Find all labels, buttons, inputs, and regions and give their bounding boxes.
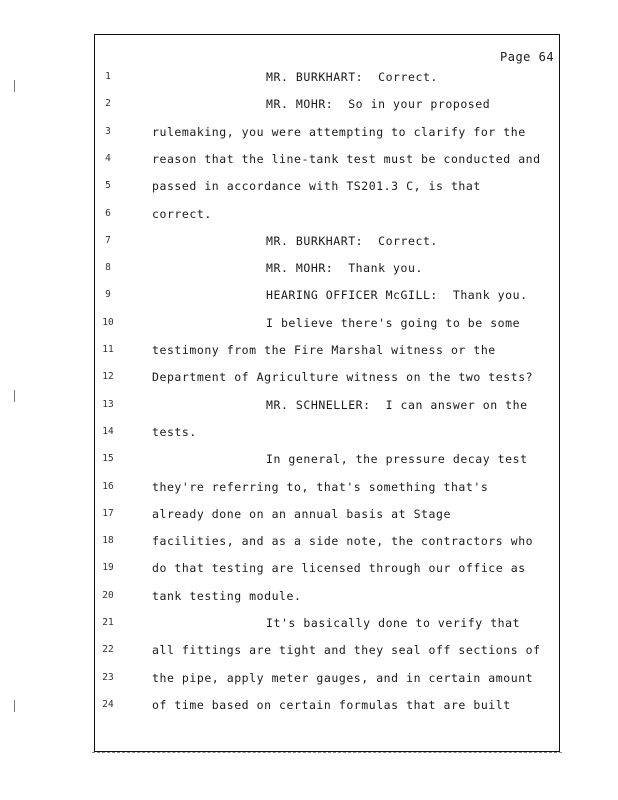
line-number: 12 <box>102 371 114 383</box>
line-number: 2 <box>105 98 111 110</box>
line-number: 9 <box>105 289 111 301</box>
line-text: MR. SCHNELLER: I can answer on the <box>266 397 528 412</box>
line-text: facilities, and as a side note, the contractors who <box>152 534 534 549</box>
line-text: the pipe, apply meter gauges, and in certain amount <box>152 670 534 685</box>
line-number: 24 <box>102 698 114 710</box>
page-number: Page 64 <box>500 50 555 64</box>
transcript-line <box>0 423 618 441</box>
line-text: of time based on certain formulas that are built <box>152 697 511 712</box>
line-number: 10 <box>102 316 114 328</box>
line-number: 22 <box>102 644 114 656</box>
transcript-line <box>0 259 618 277</box>
line-number: 1 <box>105 71 111 82</box>
line-text: Department of Agriculture witness on the two tests? <box>152 370 534 385</box>
line-text: MR. MOHR: So in your proposed <box>266 97 491 112</box>
line-number: 13 <box>102 398 114 410</box>
transcript-line <box>0 532 618 550</box>
line-number: 14 <box>102 425 114 437</box>
transcript-line <box>0 641 618 659</box>
transcript-line <box>0 95 618 113</box>
transcript-line <box>0 177 618 195</box>
line-number: 5 <box>105 180 111 192</box>
transcript-line <box>0 669 618 687</box>
line-text: all fittings are tight and they seal off sections of <box>152 643 541 658</box>
line-text: already done on an annual basis at Stage <box>152 506 451 521</box>
left-margin-mark <box>14 700 15 712</box>
line-text: It's basically done to verify that <box>266 616 521 630</box>
left-margin-mark <box>14 80 15 92</box>
transcript-line <box>0 396 618 414</box>
line-number: 18 <box>102 535 114 547</box>
line-text: passed in accordance with TS201.3 C, is that <box>152 179 481 194</box>
line-text: MR. MOHR: Thank you. <box>266 261 423 276</box>
line-text: correct. <box>152 206 212 221</box>
transcript-line <box>0 232 618 250</box>
line-text: MR. BURKHART: Correct. <box>266 70 438 84</box>
line-text: they're referring to, that's something that's <box>152 479 489 494</box>
transcript-line <box>0 150 618 168</box>
transcript-line <box>0 614 618 632</box>
transcript-line <box>0 314 618 332</box>
line-number: 21 <box>102 617 114 628</box>
bottom-rule <box>92 752 562 754</box>
line-number: 15 <box>102 453 114 465</box>
transcript-line <box>0 478 618 496</box>
transcript-line <box>0 205 618 223</box>
line-text: MR. BURKHART: Correct. <box>266 233 438 248</box>
line-text: I believe there's going to be some <box>266 315 521 330</box>
line-number: 20 <box>102 589 114 601</box>
line-text: do that testing are licensed through our office as <box>152 561 526 576</box>
line-text: tank testing module. <box>152 588 302 603</box>
line-text: rulemaking, you were attempting to clarify for the <box>152 124 526 139</box>
line-text: tests. <box>152 424 197 439</box>
line-number: 19 <box>102 562 114 574</box>
transcript-line <box>0 123 618 141</box>
line-text: In general, the pressure decay test <box>266 452 528 467</box>
line-number: 17 <box>102 507 114 519</box>
line-number: 4 <box>105 152 111 164</box>
transcript-line <box>0 505 618 523</box>
transcript-line <box>0 286 618 304</box>
line-number: 6 <box>105 207 111 219</box>
line-number: 7 <box>105 234 111 246</box>
line-number: 3 <box>105 125 111 137</box>
line-text: HEARING OFFICER McGILL: Thank you. <box>266 288 528 303</box>
line-text: reason that the line-tank test must be conducted and <box>152 151 541 166</box>
line-number: 11 <box>102 344 114 355</box>
line-number: 23 <box>102 671 114 683</box>
transcript-line <box>0 450 618 468</box>
line-number: 8 <box>105 262 111 274</box>
transcript-line <box>0 559 618 577</box>
transcript-line <box>0 341 618 359</box>
line-number: 16 <box>102 480 114 492</box>
transcript-line <box>0 587 618 605</box>
transcript-line <box>0 368 618 386</box>
transcript-line <box>0 696 618 714</box>
transcript-line <box>0 68 618 86</box>
line-text: testimony from the Fire Marshal witness or the <box>152 343 496 357</box>
left-margin-mark <box>14 390 15 402</box>
